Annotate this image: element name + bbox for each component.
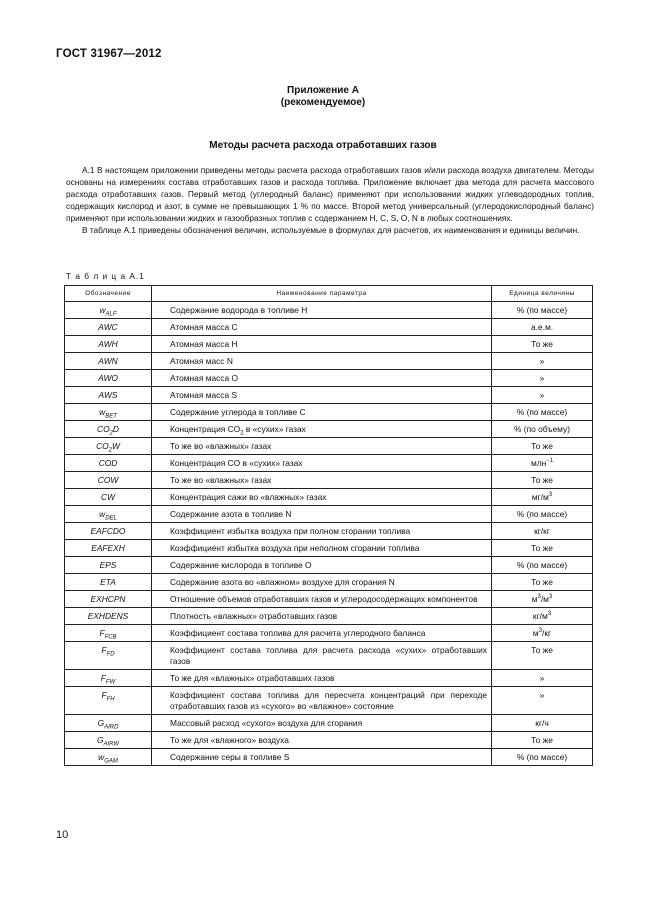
parameter-name-cell: Атомная масса H [152,336,492,353]
symbol-cell: EAFEXH [65,540,152,557]
table-row [65,625,593,642]
unit-cell: То же [492,336,593,353]
table-row [65,642,593,670]
symbol-cell: $w_{GAM}$ [65,749,152,766]
unit-cell: млн$^{-1}$ [492,455,593,472]
parameter-name-cell: То же для «влажного» воздуха [152,732,492,749]
annex-subtitle: (рекомендуемое) [280,97,366,108]
unit-cell: кг/кг [492,523,593,540]
unit-cell: То же [492,438,593,455]
header-unit: Единица величины [492,286,593,302]
symbol-cell: EAFCDO [65,523,152,540]
header-symbol: Обозначение [65,286,152,302]
parameter-name-cell: Плотность «влажных» отработавших газов [152,608,492,625]
parameter-name-cell: Коэффициент избытка воздуха при полном сгорании топлива [152,523,492,540]
table-row [65,591,593,608]
page-number: 10 [56,829,69,841]
symbol-cell: $CO_2W$ [65,438,152,455]
parameter-name-cell: Атомная масса S [152,387,492,404]
symbol-cell: $CO_2D$ [65,421,152,438]
unit-cell: » [492,687,593,715]
table-row [65,670,593,687]
unit-cell: То же [492,642,593,670]
symbol-cell: COD [65,455,152,472]
table-row [65,421,593,438]
unit-cell: $кг/м^3$ [492,608,593,625]
table-row [65,353,593,370]
unit-cell: $м^3/м^3$ [492,591,593,608]
unit-cell: % (по массе) [492,506,593,523]
table-body [65,302,593,766]
table-row [65,438,593,455]
paragraph: В таблице А.1 приведены обозначения величин, используемые в формулах для расчетов, их наименования и единицы величин. [82,224,580,235]
table-row [65,387,593,404]
parameter-name-cell: Атомная масса С [152,319,492,336]
unit-cell: То же [492,540,593,557]
parameter-name-cell: Содержание водорода в топливе H [152,302,492,319]
symbol-cell: EXHDENS [65,608,152,625]
unit-cell: % (по массе) [492,302,593,319]
parameter-name-cell: То же для «влажных» отработавших газов [152,670,492,687]
symbol-cell: $w_{ALF}$ [65,302,152,319]
table-row [65,472,593,489]
unit-cell: То же [492,574,593,591]
table-row [65,749,593,766]
unit-cell: » [492,353,593,370]
unit-cell: % (по массе) [492,557,593,574]
unit-cell: То же [492,472,593,489]
section-title: Методы расчета расхода отработавших газов [209,140,437,151]
table-row [65,608,593,625]
parameter-name-cell: Содержание углерода в топливе С [152,404,492,421]
unit-cell: % (по массе) [492,749,593,766]
table-row [65,370,593,387]
table-row [65,715,593,732]
unit-cell: $м^3/кг$ [492,625,593,642]
annex-title: Приложение А [287,85,359,96]
unit-cell: » [492,370,593,387]
table-row [65,336,593,353]
symbol-cell: AWC [65,319,152,336]
table-row [65,540,593,557]
symbol-cell: ETA [65,574,152,591]
table-row [65,302,593,319]
unit-cell: а.е.м. [492,319,593,336]
parameter-name-cell: То же во «влажных» газах [152,472,492,489]
parameter-name-cell: Коэффициент состава топлива для пересчета концентраций при переходе отработавших газов из «сухого» во «влажное» состояние [152,687,492,715]
unit-cell: % (по объему) [492,421,593,438]
symbol-cell: $G_{AIRW}$ [65,732,152,749]
symbol-cell: $F_{FW}$ [65,670,152,687]
parameter-name-cell: Содержание азота во «влажном» воздухе для сгорания N [152,574,492,591]
table-header-row [65,286,593,302]
parameter-name-cell: Коэффициент состава топлива для расчета расхода «сухих» отработавших газов [152,642,492,670]
body-text [66,165,594,236]
symbol-cell: $G_{AIRD}$ [65,715,152,732]
symbol-cell: AWN [65,353,152,370]
parameter-name-cell: Содержание серы в топливе S [152,749,492,766]
symbol-cell: $w_{BET}$ [65,404,152,421]
symbol-cell: AWO [65,370,152,387]
table-row [65,574,593,591]
symbols-table [64,285,593,766]
table-row [65,455,593,472]
symbol-cell: COW [65,472,152,489]
unit-cell: $мг/м^3$ [492,489,593,506]
parameter-name-cell: Содержание азота в топливе N [152,506,492,523]
parameter-name-cell: То же во «влажных» газах [152,438,492,455]
parameter-name-cell: Содержание кислорода в топливе O [152,557,492,574]
table-caption: Т а б л и ц а А.1 [66,271,145,281]
parameter-name-cell: Отношение объемов отработавших газов и углеродосодержащих компонентов [152,591,492,608]
parameter-name-cell: Массовый расход «сухого» воздуха для сгорания [152,715,492,732]
unit-cell: » [492,670,593,687]
symbol-cell: AWS [65,387,152,404]
symbol-cell: EPS [65,557,152,574]
table-row [65,557,593,574]
paragraph: А.1 В настоящем приложении приведены методы расчета расхода отработавших газов и/или расхода воздуха двигателем. Методы основаны на измерениях состава отработавших газов и расхода топлива. Приложение включает два метода для расчета массового расхода отработавших газов. Первый метод (углеродный баланс) применяют при использовании жидких углеводородных топлив, содержащих кислород и азот, в сумме не превышающих 1 % по массе. Второй метод универсальный (углеродокислородный баланс) применяют при использовании жидких и газообразных топлив с содержанием H, C, S, O, N в любых соотношениях. [66,165,594,223]
table-row [65,404,593,421]
parameter-name-cell: Концентрация CO в «сухих» газах [152,455,492,472]
symbol-cell: $F_{FD}$ [65,642,152,670]
symbol-cell: $F_{FCB}$ [65,625,152,642]
symbol-cell: $w_{DEL}$ [65,506,152,523]
parameter-name-cell: Концентрация $CO_2$ в «сухих» газах [152,421,492,438]
symbol-cell: AWH [65,336,152,353]
table-row [65,506,593,523]
table-row [65,687,593,715]
header-name: Наименование параметра [152,286,492,302]
symbol-cell: EXHCPN [65,591,152,608]
unit-cell: То же [492,732,593,749]
table-row [65,489,593,506]
parameter-name-cell: Атомная масса O [152,370,492,387]
symbol-cell: CW [65,489,152,506]
parameter-name-cell: Концентрация сажи во «влажных» газах [152,489,492,506]
unit-cell: кг/ч [492,715,593,732]
parameter-name-cell: Коэффициент избытка воздуха при неполном сгорании топлива [152,540,492,557]
unit-cell: » [492,387,593,404]
table-row [65,523,593,540]
unit-cell: % (по массе) [492,404,593,421]
symbol-cell: $F_{FH}$ [65,687,152,715]
table-row [65,319,593,336]
table-row [65,732,593,749]
parameter-name-cell: Атомная масс N [152,353,492,370]
annex-heading [0,85,646,109]
standard-designation: ГОСТ 31967—2012 [56,48,162,60]
parameter-name-cell: Коэффициент состава топлива для расчета углеродного баланса [152,625,492,642]
